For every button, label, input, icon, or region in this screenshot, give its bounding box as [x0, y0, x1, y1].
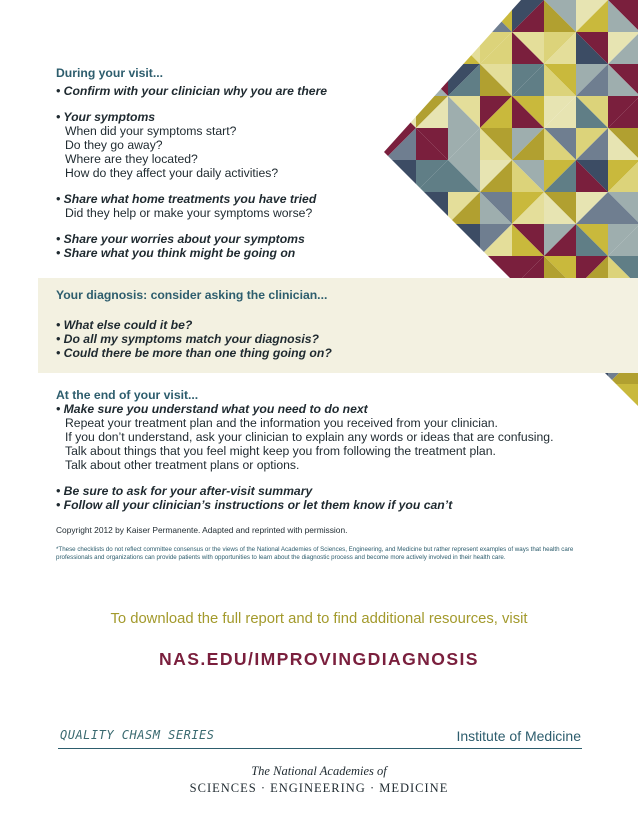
mosaic-triangle	[416, 192, 448, 224]
follow-bullet: • Follow all your clinician’s instructions or let them know if you can’t	[56, 498, 453, 512]
symptom-question: Where are they located?	[65, 152, 198, 166]
thinking-bullet: • Share what you think might be going on	[56, 246, 296, 260]
mosaic-triangle	[416, 0, 448, 32]
summary-bullet: • Be sure to ask for your after-visit summary	[56, 484, 313, 498]
mosaic-triangle	[384, 64, 416, 96]
mosaic-triangle	[448, 0, 480, 32]
mosaic-triangle	[576, 384, 608, 406]
mosaic-triangle	[416, 32, 448, 64]
end-visit-heading: At the end of your visit...	[56, 388, 199, 402]
during-visit-section	[56, 66, 327, 260]
disclaimer-note: *These checklists do not reflect committee consensus or the views of the National Academies of Sciences, Engineering, and Medicine but rather represent examples of ways that health care professionals and organizations can provide patients with opportunities to learn about the diagnostic process and become more actively involved in their health care.	[56, 546, 574, 561]
mosaic-triangle	[384, 224, 416, 256]
copyright-notice: Copyright 2012 by Kaiser Permanente. Adapted and reprinted with permission.	[56, 525, 348, 535]
understand-line: Repeat your treatment plan and the information you received from your clinician.	[65, 416, 498, 430]
mosaic-triangle	[384, 32, 416, 64]
diagnosis-section	[56, 288, 332, 360]
mosaic-triangle	[448, 32, 480, 64]
download-prompt: To download the full report and to find additional resources, visit	[110, 611, 528, 627]
diagnosis-question: • Could there be more than one thing going on?	[56, 346, 332, 360]
national-academies-disciplines: SCIENCES · ENGINEERING · MEDICINE	[189, 781, 449, 795]
during-visit-heading: During your visit...	[56, 66, 163, 80]
symptom-question: How do they affect your daily activities?	[65, 166, 279, 180]
understand-line: If you don’t understand, ask your clinician to explain any words or ideas that are confusing.	[65, 430, 554, 444]
diagnosis-heading: Your diagnosis: consider asking the clinician...	[56, 288, 328, 302]
diagnosis-question: • What else could it be?	[56, 318, 193, 332]
mosaic-triangle	[416, 224, 448, 256]
institute-of-medicine-label: Institute of Medicine	[456, 728, 581, 744]
confirm-bullet: • Confirm with your clinician why you are there	[56, 84, 328, 98]
mosaic-triangle	[384, 0, 416, 32]
mosaic-triangle	[416, 224, 448, 256]
mosaic-triangle	[384, 0, 416, 32]
mosaic-triangle	[384, 192, 416, 224]
diagnosis-question: • Do all my symptoms match your diagnosis?	[56, 332, 319, 346]
mosaic-triangle	[608, 384, 638, 406]
mosaic-triangle	[448, 224, 480, 256]
quality-chasm-series-logo: QUALITY CHASM SERIES	[60, 728, 215, 742]
mosaic-triangle	[480, 0, 512, 32]
mosaic-triangle	[384, 32, 416, 64]
understand-line: Talk about things that you feel might keep you from following the treatment plan.	[65, 444, 496, 458]
symptoms-bullet: • Your symptoms	[56, 110, 156, 124]
national-academies-line: The National Academies of	[251, 764, 387, 778]
mosaic-triangle	[416, 64, 448, 96]
mosaic-triangle	[384, 224, 416, 256]
mosaic-triangle	[576, 384, 608, 406]
home-treatments-question: Did they help or make your symptoms worse?	[65, 206, 313, 220]
mosaic-triangle	[384, 160, 416, 192]
report-url-link[interactable]: NAS.EDU/IMPROVINGDIAGNOSIS	[159, 649, 479, 669]
footer-divider	[58, 748, 582, 749]
worries-bullet: • Share your worries about your symptoms	[56, 232, 305, 246]
symptom-question: Do they go away?	[65, 138, 163, 152]
mosaic-triangle	[416, 0, 448, 32]
mosaic-triangle	[416, 32, 448, 64]
mosaic-triangle	[384, 64, 416, 96]
understand-line: Talk about other treatment plans or options.	[65, 458, 300, 472]
mosaic-triangle	[448, 0, 480, 32]
mosaic-triangle	[384, 192, 416, 224]
end-visit-section	[56, 388, 553, 512]
symptom-question: When did your symptoms start?	[65, 124, 237, 138]
understand-bullet: • Make sure you understand what you need to do next	[56, 402, 368, 416]
home-treatments-bullet: • Share what home treatments you have tried	[56, 192, 317, 206]
mosaic-triangle	[384, 96, 416, 128]
